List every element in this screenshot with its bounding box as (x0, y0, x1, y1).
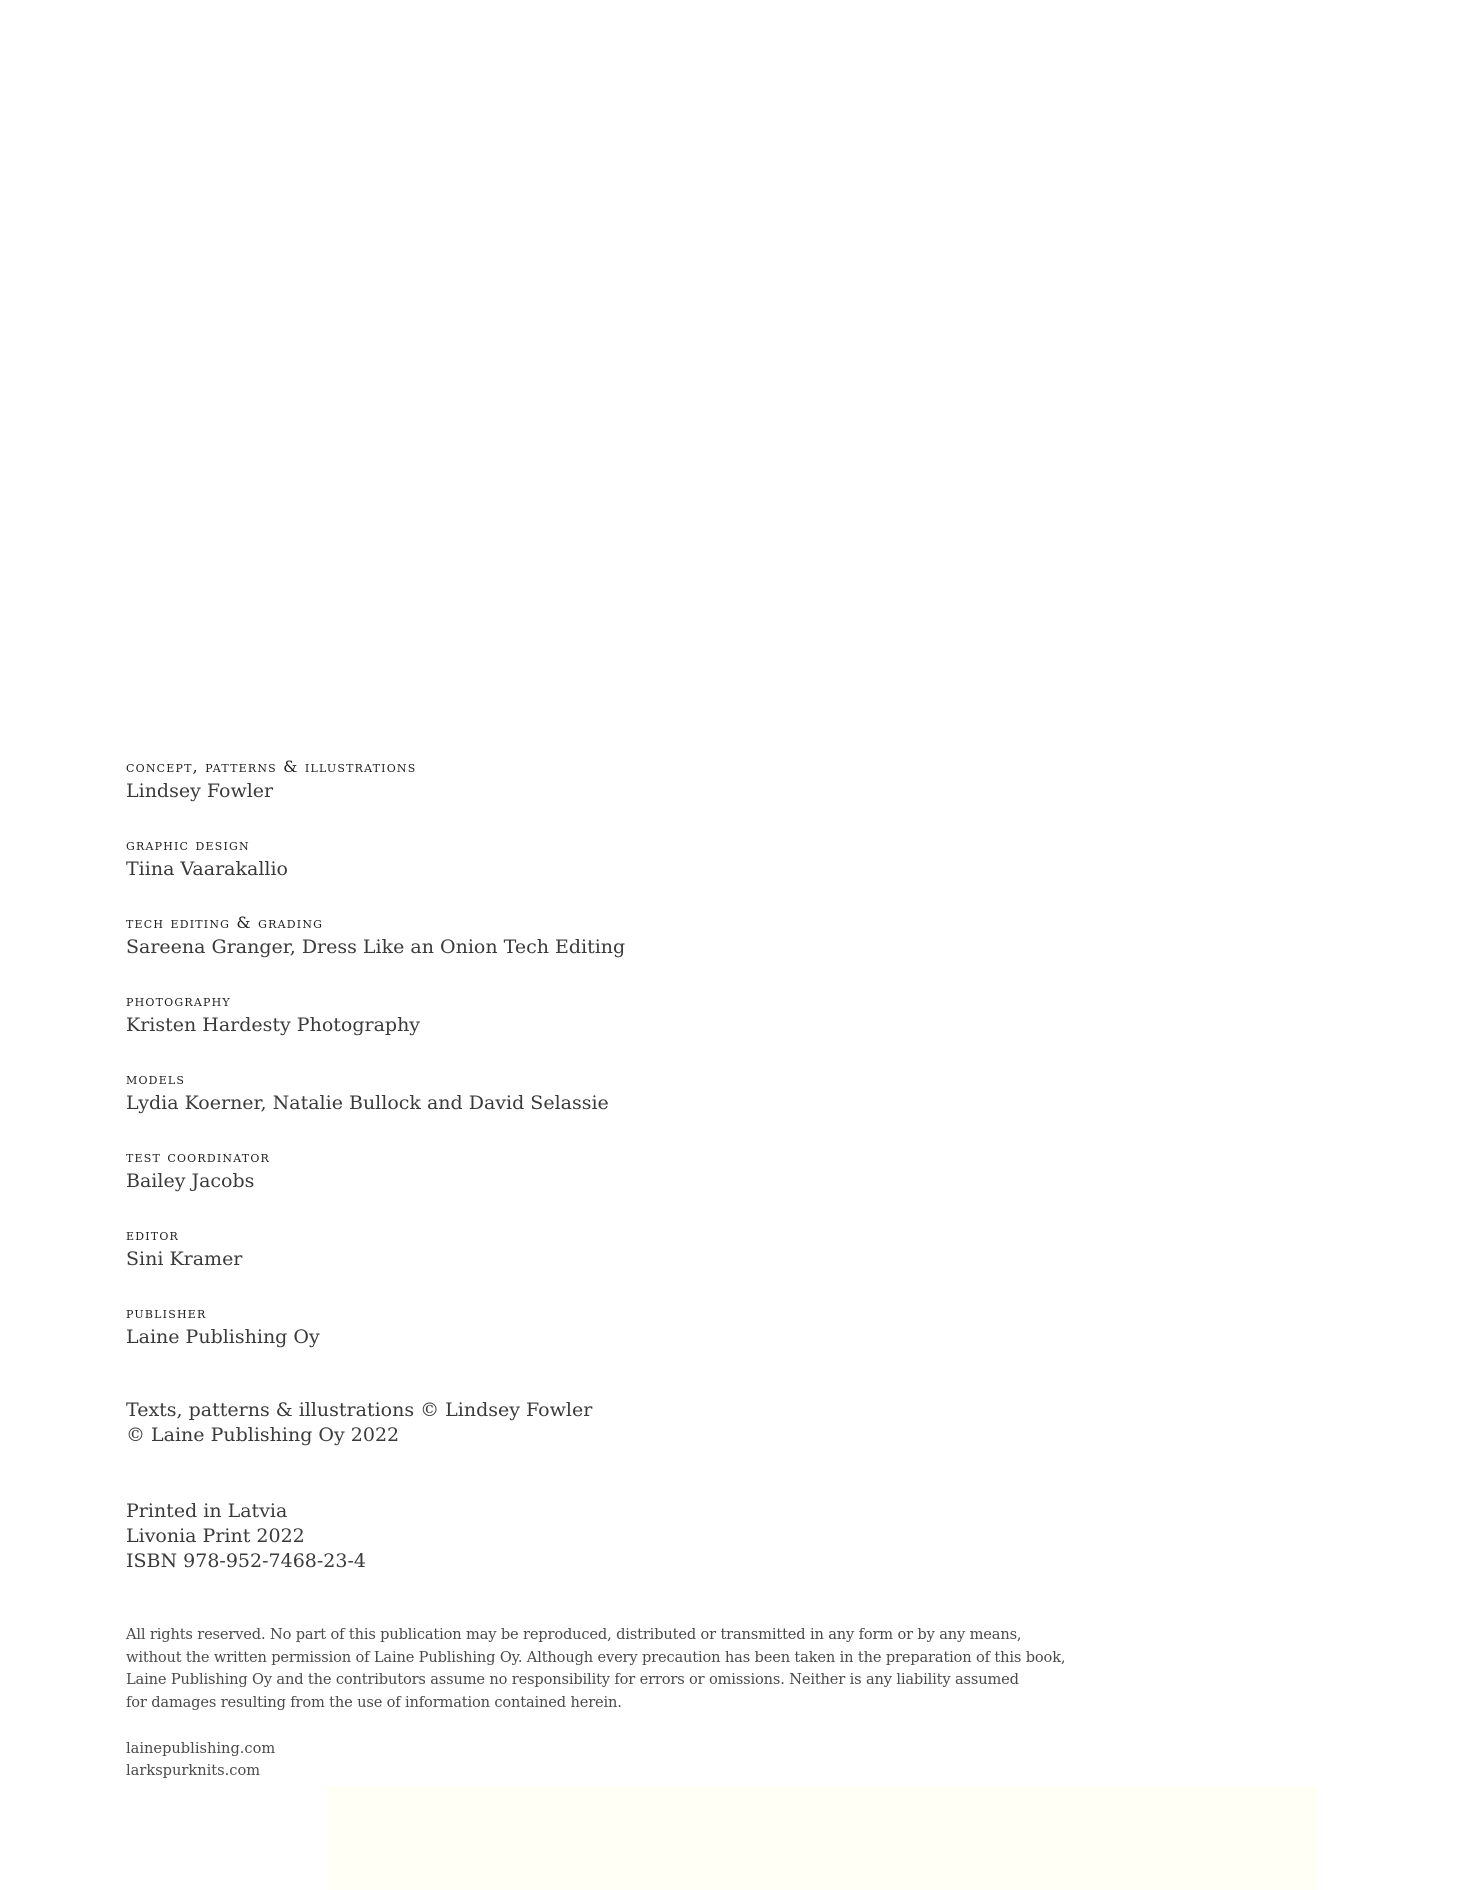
credit-heading: graphic design (126, 835, 250, 854)
credit-publisher (126, 1302, 1126, 1350)
credit-heading: photography (126, 991, 231, 1010)
credit-heading: test coordinator (126, 1147, 271, 1166)
credit-heading: models (126, 1069, 186, 1088)
credits-list (126, 756, 1126, 1380)
legal-line: Laine Publishing Oy and the contributors assume no responsibility for errors or omissions. Neither is any liability assumed (126, 1671, 1019, 1688)
credit-editor (126, 1224, 1126, 1272)
legal-line: All rights reserved. No part of this publication may be reproduced, distributed or transmitted in any form or by any means, (126, 1626, 1022, 1643)
credit-heading: editor (126, 1225, 180, 1244)
credit-tech-editing (126, 912, 1126, 960)
printing-info (126, 1499, 366, 1574)
credit-name: Lydia Koerner, Natalie Bullock and David Selassie (126, 1092, 609, 1114)
credit-models (126, 1068, 1126, 1116)
credit-name: Kristen Hardesty Photography (126, 1014, 421, 1036)
credit-name: Tiina Vaarakallio (126, 858, 288, 880)
tinted-page-strip (328, 1786, 1318, 1890)
credit-graphic-design (126, 834, 1126, 882)
legal-line: without the written permission of Laine Publishing Oy. Although every precaution has been taken in the preparation of this book, (126, 1648, 1066, 1666)
credit-name: Sareena Granger, Dress Like an Onion Tech Editing (126, 936, 626, 958)
credit-name: Bailey Jacobs (126, 1170, 255, 1192)
credit-heading: tech editing & grading (126, 913, 324, 932)
publisher-website-link[interactable]: lainepublishing.com (126, 1740, 276, 1757)
legal-line: for damages resulting from the use of information contained herein. (126, 1693, 622, 1711)
copyright-notice (126, 1398, 592, 1448)
credit-name: Laine Publishing Oy (126, 1326, 320, 1348)
legal-disclaimer (126, 1624, 1066, 1714)
credit-name: Lindsey Fowler (126, 780, 274, 802)
credit-photography (126, 990, 1126, 1038)
printer-name: Livonia Print 2022 (126, 1525, 305, 1547)
printed-country: Printed in Latvia (126, 1500, 288, 1522)
credit-concept (126, 756, 1126, 804)
copyright-line-author: Texts, patterns & illustrations © Lindsey Fowler (126, 1399, 593, 1421)
website-links (126, 1738, 275, 1782)
credit-heading: publisher (126, 1303, 207, 1322)
copyright-line-publisher: © Laine Publishing Oy 2022 (126, 1424, 400, 1446)
author-website-link[interactable]: larkspurknits.com (126, 1762, 261, 1779)
credit-name: Sini Kramer (126, 1248, 243, 1270)
credit-heading: concept, patterns & illustrations (126, 757, 417, 776)
isbn: ISBN 978-952-7468-23-4 (126, 1550, 366, 1572)
credit-test-coordinator (126, 1146, 1126, 1194)
